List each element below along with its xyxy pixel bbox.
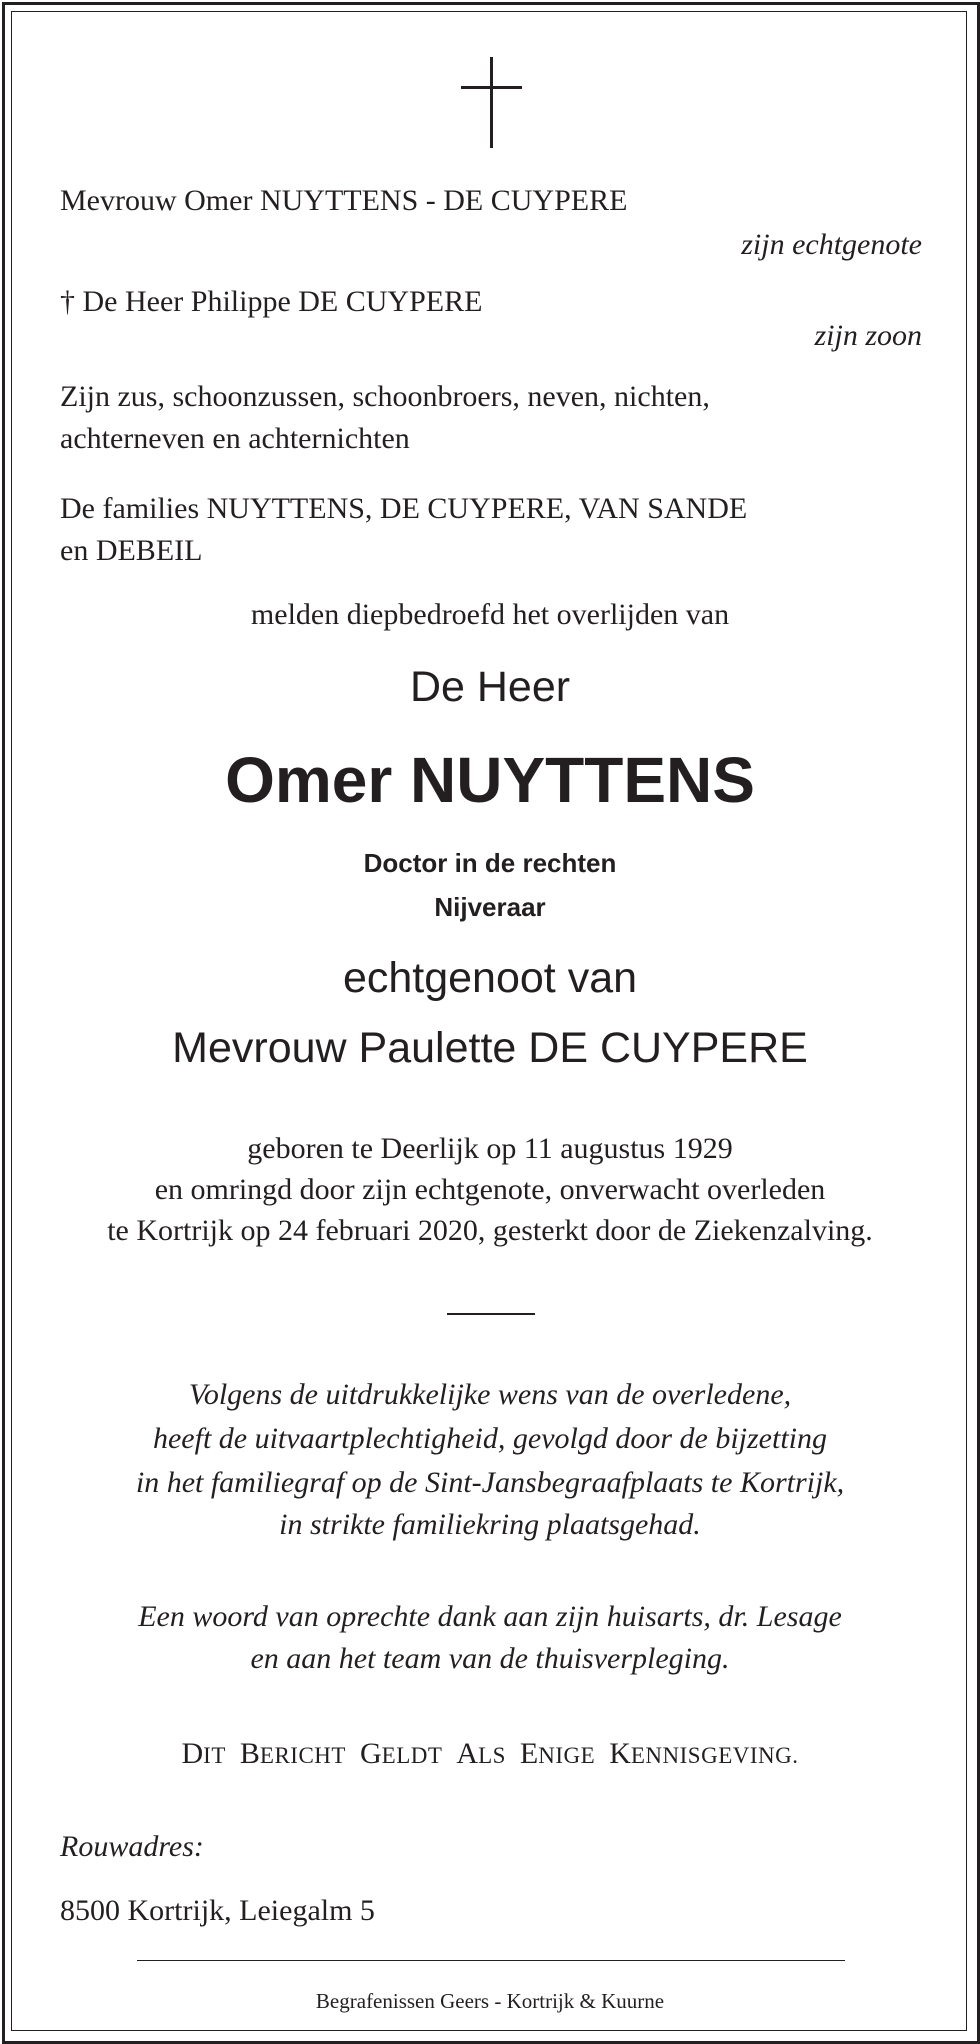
funeral-home-credit: Begrafenissen Geers - Kortrijk & Kuurne	[315, 1989, 665, 2013]
notice-word: DIT	[181, 1737, 226, 1770]
deceased-first-name: Omer	[225, 744, 393, 816]
section-divider	[447, 1313, 535, 1315]
widow-name: Mevrouw Omer NUYTTENS - DE CUYPERE	[60, 184, 628, 217]
notice-word: ENIGE	[519, 1737, 596, 1770]
notice-word: ALS	[456, 1737, 506, 1770]
widow-relation: zijn echtgenote	[741, 228, 922, 261]
funeral-notice-line: in het familiegraf op de Sint-Jansbegraafplaats te Kortrijk,	[135, 1466, 845, 1499]
son-name: † De Heer Philippe DE CUYPERE	[60, 285, 483, 318]
thanks-line: en aan het team van de thuisverpleging.	[250, 1642, 730, 1675]
deceased-last-name: NUYTTENS	[410, 744, 755, 816]
life-detail-line: en omringd door zijn echtgenote, onverwacht overleden	[154, 1173, 826, 1206]
address-value: 8500 Kortrijk, Leiegalm 5	[60, 1894, 375, 1927]
notice-word: KENNISGEVING.	[609, 1737, 799, 1770]
notice-statement	[0, 1733, 980, 1780]
life-detail-line: geboren te Deerlijk op 11 augustus 1929	[247, 1132, 733, 1165]
spouse-name: Mevrouw Paulette DE CUYPERE	[172, 1024, 808, 1072]
deceased-name	[0, 742, 980, 818]
address-label: Rouwadres:	[60, 1830, 204, 1863]
relatives-line-1: Zijn zus, schoonzussen, schoonbroers, neven, nichten,	[60, 380, 710, 413]
funeral-notice-line: Volgens de uitdrukkelijke wens van de overledene,	[188, 1378, 792, 1411]
notice-word: GELDT	[359, 1737, 443, 1770]
funeral-notice-line: in strikte familiekring plaatsgehad.	[279, 1508, 701, 1541]
son-relation: zijn zoon	[814, 319, 922, 352]
footer-rule	[137, 1960, 845, 1961]
deceased-title-1: Doctor in de rechten	[363, 848, 617, 878]
deceased-honorific: De Heer	[409, 663, 571, 711]
families-line-1: De families NUYTTENS, DE CUYPERE, VAN SANDE	[60, 492, 748, 525]
relatives-line-2: achterneven en achternichten	[60, 422, 410, 455]
thanks-line: Een woord van oprechte dank aan zijn huisarts, dr. Lesage	[138, 1600, 842, 1633]
families-line-2: en DEBEIL	[60, 534, 203, 567]
notice-word: BERICHT	[239, 1737, 346, 1770]
deceased-title-2: Nijveraar	[434, 892, 546, 922]
spouse-intro: echtgenoot van	[342, 954, 638, 1002]
announcement-text: melden diepbedroefd het overlijden van	[250, 598, 730, 631]
funeral-notice-line: heeft de uitvaartplechtigheid, gevolgd door de bijzetting	[152, 1422, 828, 1455]
life-detail-line: te Kortrijk op 24 februari 2020, gesterkt door de Ziekenzalving.	[107, 1214, 873, 1247]
